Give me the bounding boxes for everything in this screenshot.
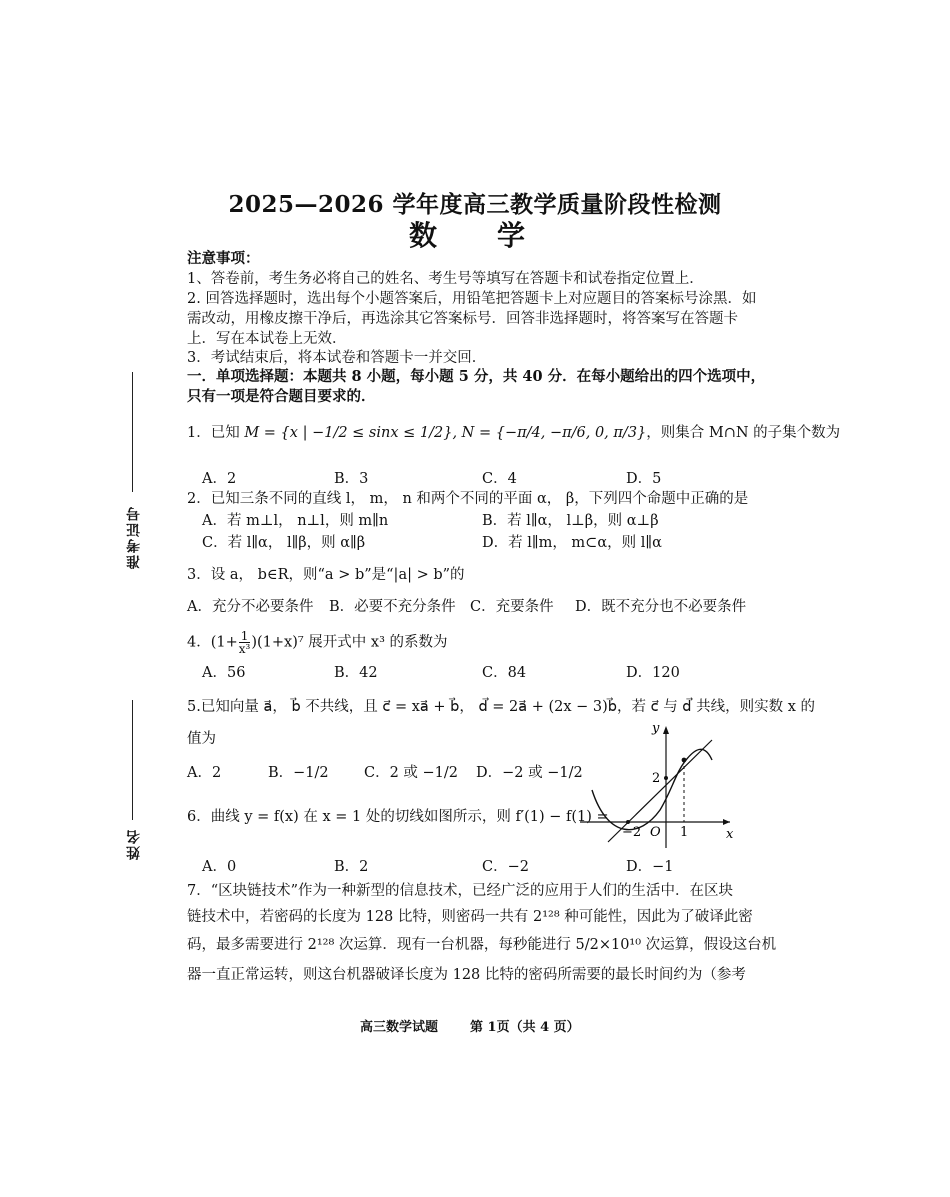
q1-option-a: A．2 (202, 471, 237, 487)
x-axis-arrow (723, 819, 730, 825)
q6-tangent-graph (580, 720, 740, 850)
y-intercept-label: 2 (652, 771, 661, 786)
q4-option-b: B．42 (334, 665, 378, 681)
question-2-stem: 2．已知三条不同的直线 l， m， n 和两个不同的平面 α， β，下列四个命题中正确的是 (187, 491, 749, 507)
question-7-line: 7．“区块链技术”作为一种新型的信息技术，已经广泛的应用于人们的生活中．在区块 (187, 883, 734, 899)
q1-prefix: 1．已知 (187, 425, 240, 441)
y-intercept-point (664, 776, 668, 780)
q1-option-d: D．5 (626, 471, 662, 487)
x-intercept-label: −2 (622, 825, 642, 840)
notice-item: 1、答卷前，考生务必将自己的姓名、考生号等填写在答题卡和试卷指定位置上． (187, 271, 704, 287)
exam-title: 2025—2026 学年度高三教学质量阶段性检测 (228, 191, 722, 218)
x-one-label: 1 (680, 825, 689, 840)
footer-left: 高三数学试题 (360, 1020, 439, 1035)
q6-option-b: B．2 (334, 859, 369, 875)
q6-option-a: A．0 (202, 859, 237, 875)
q1-set-expression: M = {x | −1/2 ≤ sinx ≤ 1/2}, N = {−π/4, −π/6, 0, π/3} (244, 425, 647, 441)
q1-option-c: C．4 (482, 471, 517, 487)
q4-option-c: C．84 (482, 665, 527, 681)
notice-item: 上．写在本试卷上无效． (187, 331, 347, 347)
q5-option-c: C．2 或 −1/2 (364, 765, 459, 781)
exam-id-line (132, 372, 133, 492)
q4-frac-den: x³ (238, 642, 251, 656)
q4-option-a: A．56 (202, 665, 246, 681)
q1-option-b: B．3 (334, 471, 369, 487)
x-intercept-point (626, 820, 630, 824)
q3-option-d: D．既不充分也不必要条件 (575, 599, 747, 615)
section-heading: 一．单项选择题：本题共 8 小题，每小题 5 分，共 40 分．在每小题给出的四个选项中， (187, 368, 766, 385)
subject-title: 数 学 (408, 219, 541, 252)
curve (592, 749, 712, 829)
q2-option-b: B．若 l∥α， l⊥β，则 α⊥β (482, 513, 659, 529)
q5-option-a: A．2 (187, 765, 222, 781)
q4-stem-post: )(1+x)⁷ 展开式中 x³ 的系数为 (251, 634, 448, 651)
tangent-point (682, 758, 687, 763)
q4-option-d: D．120 (626, 665, 680, 681)
q1-suffix: ，则集合 M∩N 的子集个数为 (646, 425, 841, 441)
question-7-line: 器一直正常运转，则这台机器破译长度为 128 比特的密码所需要的最长时间约为（参考 (187, 967, 746, 983)
q5-option-d: D．−2 或 −1/2 (476, 765, 583, 781)
notice-item: 需改动，用橡皮擦干净后，再选涂其它答案标号．回答非选择题时，将答案写在答题卡 (187, 311, 738, 327)
section-heading-cont: 只有一项是符合题目要求的． (187, 388, 376, 405)
footer-page: 第 1页（共 4 页） (470, 1020, 580, 1035)
q2-option-a: A．若 m⊥l， n⊥l，则 m∥n (202, 513, 389, 529)
q3-option-b: B．必要不充分条件 (329, 599, 456, 615)
y-label: y (652, 721, 660, 736)
question-7-line: 码，最多需要进行 2¹²⁸ 次运算．现有一台机器，每秒能进行 5/2×10¹⁰ 次运算，假设这台机 (187, 937, 777, 953)
q3-option-c: C．充要条件 (470, 599, 554, 615)
q5-option-b: B．−1/2 (268, 765, 329, 781)
q2-option-c: C．若 l∥α， l∥β，则 α∥β (202, 535, 366, 551)
q6-option-c: C．−2 (482, 859, 529, 875)
question-4-stem (187, 630, 448, 655)
origin-label: O (650, 825, 661, 840)
name-line (132, 700, 133, 820)
notice-item: 2. 回答选择题时，选出每个小题答案后，用铅笔把答题卡上对应题目的答案标号涂黑．如 (187, 291, 757, 307)
q6-option-d: D．−1 (626, 859, 674, 875)
question-1-stem (187, 424, 840, 442)
question-7-line: 链技术中，若密码的长度为 128 比特，则密码一共有 2¹²⁸ 种可能性，因此为了破译此密 (187, 909, 753, 925)
question-3-stem: 3．设 a， b∈R，则“a > b”是“|a| > b”的 (187, 567, 465, 583)
q4-fraction (239, 630, 251, 655)
question-6-stem: 6．曲线 y = f(x) 在 x = 1 处的切线如图所示，则 f′(1) − f(1) = (187, 809, 609, 825)
q4-stem-pre: 4．(1+ (187, 634, 238, 651)
q2-option-d: D．若 l∥m， m⊂α，则 l∥α (482, 535, 662, 551)
x-label: x (726, 827, 734, 842)
notice-heading: 注意事项： (187, 250, 260, 267)
y-axis-arrow (663, 726, 669, 734)
question-5-stem: 5.已知向量 a⃗， b⃗ 不共线，且 c⃗ = xa⃗ + b⃗， d⃗ = 2a⃗ + (2x − 3)b⃗，若 c⃗ 与 d⃗ 共线，则实数 x 的 (187, 699, 816, 715)
question-5-stem-cont: 值为 (187, 731, 216, 747)
name-label: 姓名 (126, 828, 142, 860)
exam-id-label: 准考证号 (126, 505, 142, 569)
q3-option-a: A．充分不必要条件 (187, 599, 314, 615)
q4-frac-num: 1 (240, 629, 249, 643)
notice-item: 3．考试结束后，将本试卷和答题卡一并交回． (187, 350, 487, 366)
